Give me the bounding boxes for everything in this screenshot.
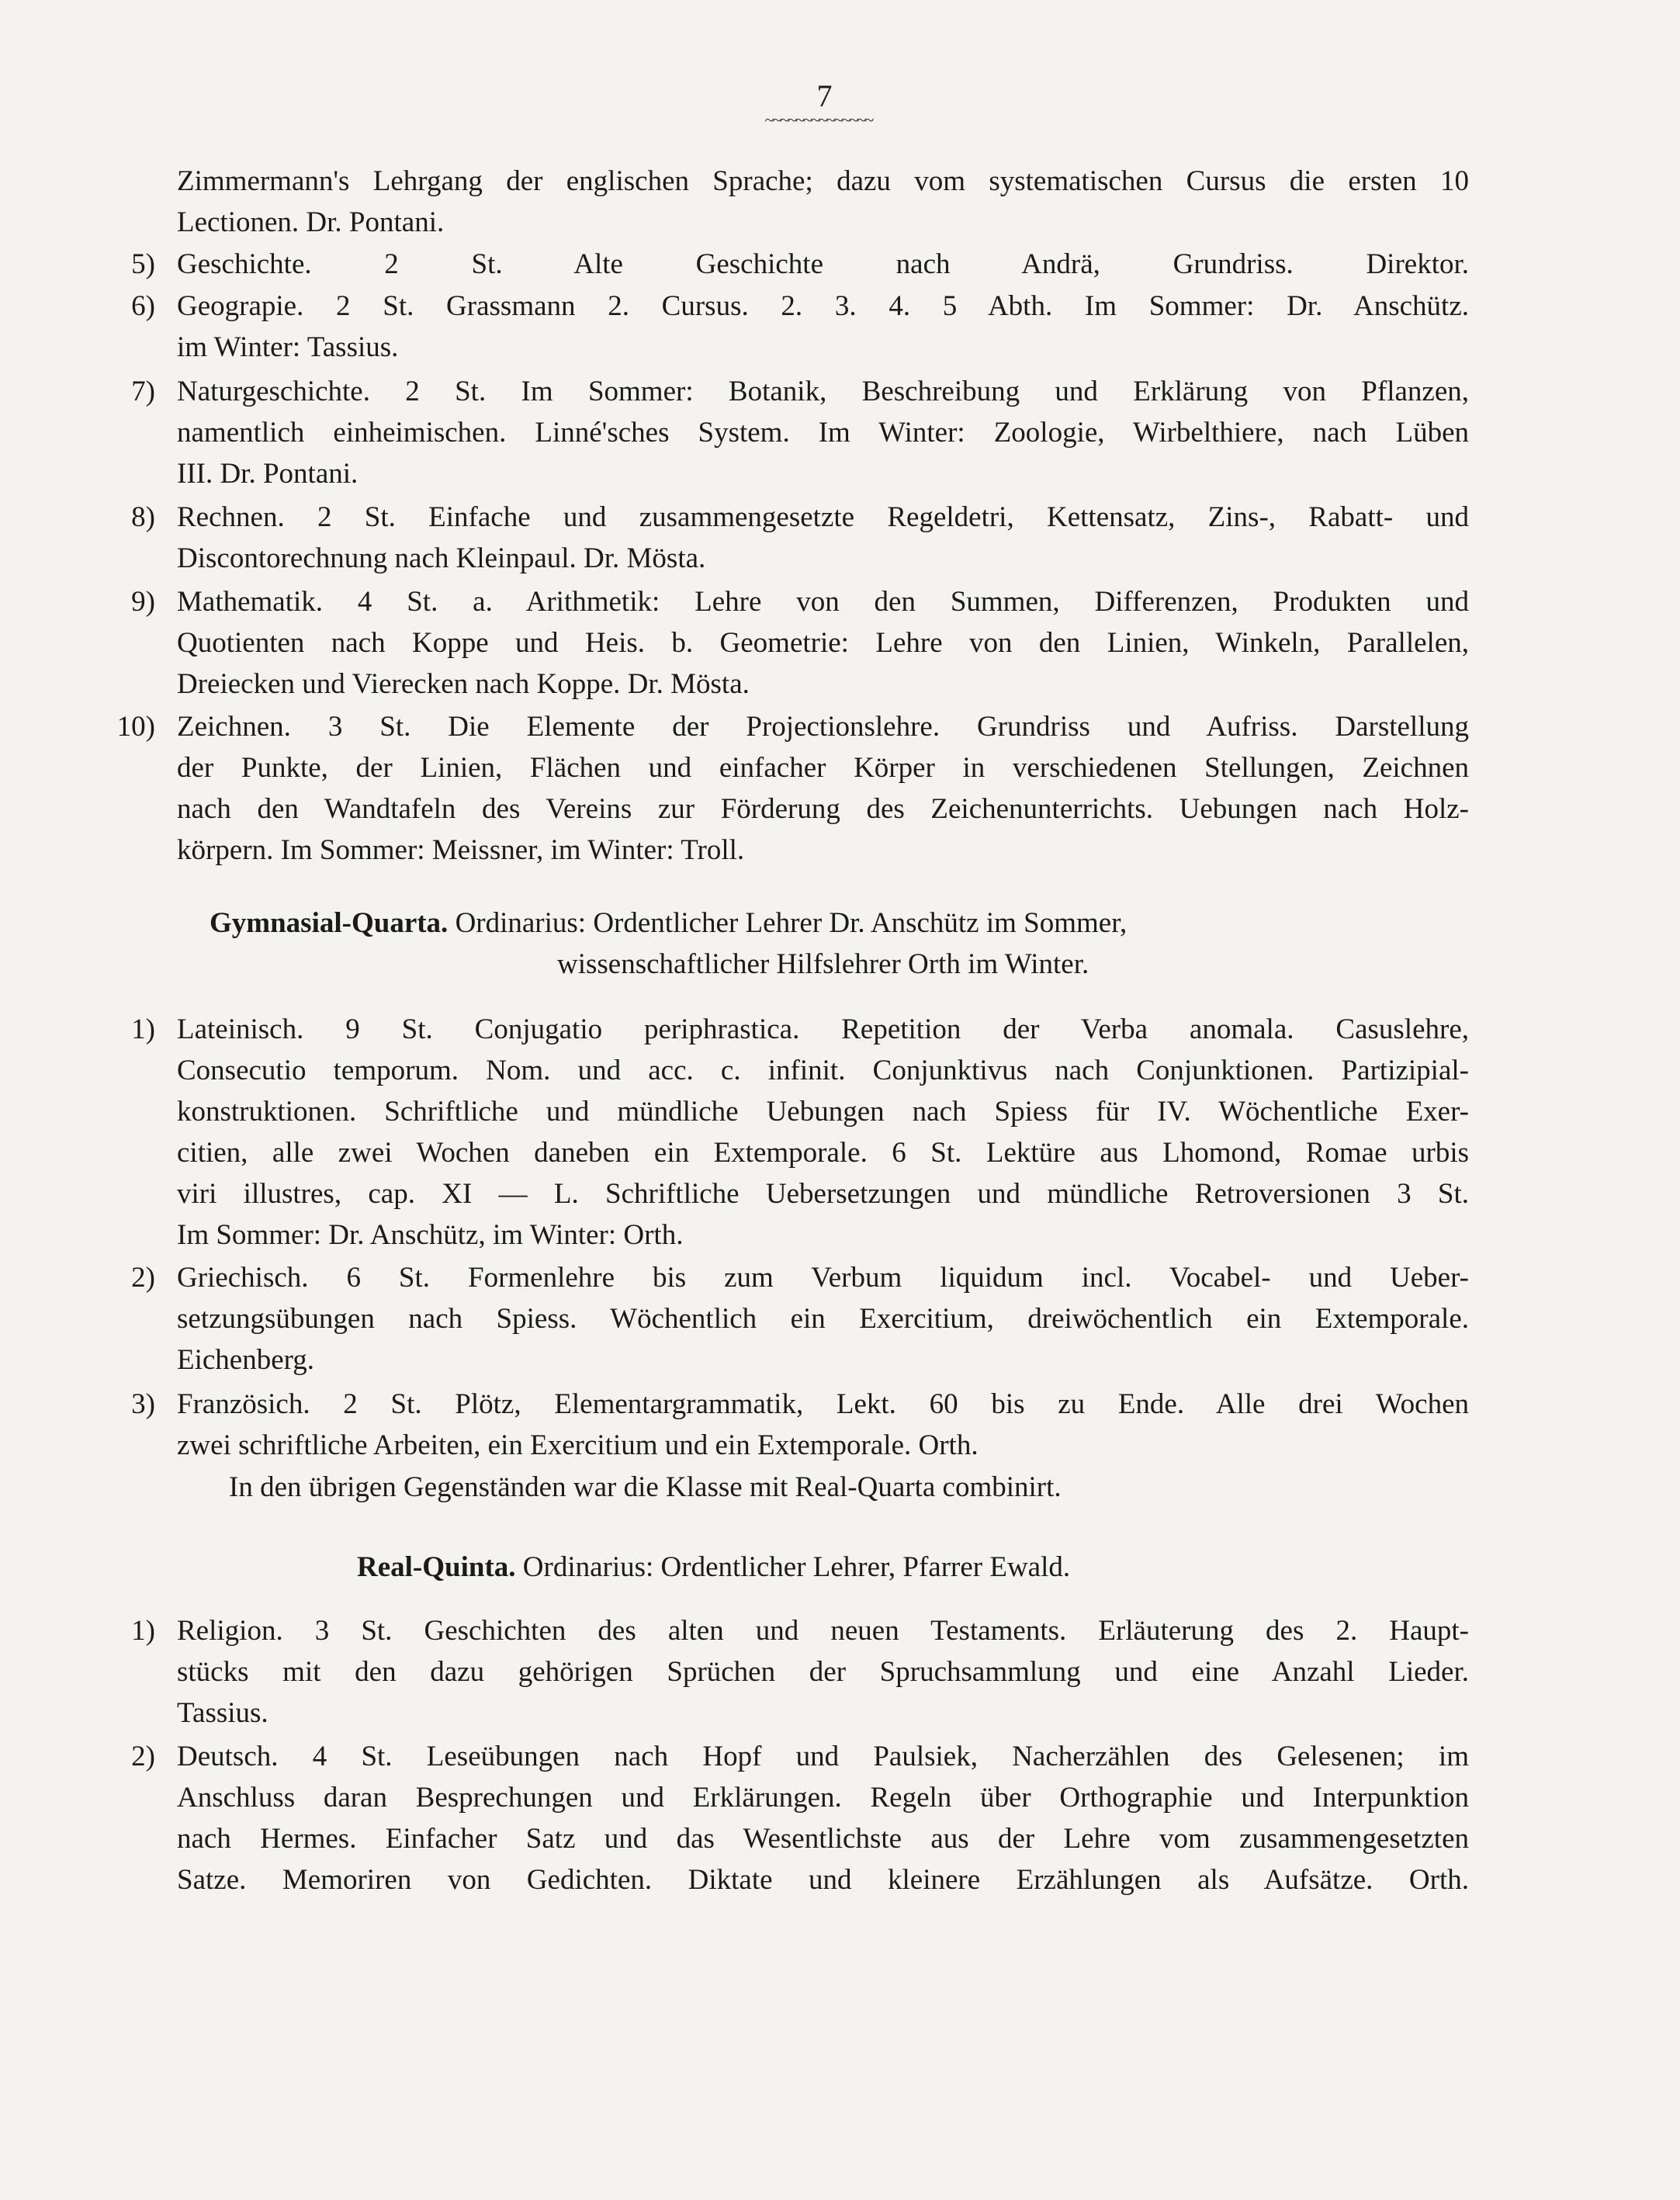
text-line: Tassius.: [177, 1697, 268, 1729]
item-number: 3): [131, 1388, 155, 1420]
text-line: Geschichte. 2 St. Alte Geschichte nach Andrä, Grundriss. Direktor.: [177, 248, 1469, 280]
text-line: Lateinisch. 9 St. Conjugatio periphrastica. Repetition der Verba anomala. Casuslehre,: [177, 1013, 1469, 1045]
text-line: Zimmermann's Lehrgang der englischen Sprache; dazu vom systematischen Cursus die ersten 10: [177, 165, 1469, 197]
text-line: Naturgeschichte. 2 St. Im Sommer: Botanik, Beschreibung und Erklärung von Pflanzen,: [177, 376, 1469, 407]
item-number: 7): [131, 376, 155, 407]
text-line: setzungsübungen nach Spiess. Wöchentlich ein Exercitium, dreiwöchentlich ein Extemporale.: [177, 1303, 1469, 1335]
text-line: Eichenberg.: [177, 1344, 315, 1376]
text-line: Mathematik. 4 St. a. Arithmetik: Lehre von den Summen, Differenzen, Produkten und: [177, 586, 1469, 618]
text-line: Dreiecken und Vierecken nach Koppe. Dr. Mösta.: [177, 668, 750, 700]
text-line: Französich. 2 St. Plötz, Elementargrammatik, Lekt. 60 bis zu Ende. Alle drei Wochen: [177, 1388, 1469, 1420]
text-line: III. Dr. Pontani.: [177, 458, 359, 490]
text-line: Rechnen. 2 St. Einfache und zusammengesetzte Regeldetri, Kettensatz, Zins-, Rabatt- und: [177, 501, 1469, 533]
section-ordinarius: Ordinarius: Ordentlicher Lehrer, Pfarrer Ewald.: [522, 1551, 1071, 1583]
text-line: stücks mit den dazu gehörigen Sprüchen der Spruchsammlung und eine Anzahl Lieder.: [177, 1656, 1469, 1688]
text-line: der Punkte, der Linien, Flächen und einfacher Körper in verschiedenen Stellungen, Zeichnen: [177, 752, 1469, 784]
text-line: konstruktionen. Schriftliche und mündliche Uebungen nach Spiess für IV. Wöchentliche Exer-: [177, 1096, 1469, 1128]
text-line: Geograpie. 2 St. Grassmann 2. Cursus. 2. 3. 4. 5 Abth. Im Sommer: Dr. Anschütz.: [177, 290, 1469, 322]
item-number: 2): [131, 1262, 155, 1294]
text-line: nach den Wandtafeln des Vereins zur Förderung des Zeichenunterrichts. Uebungen nach Holz-: [177, 793, 1469, 825]
page-number: 7: [816, 78, 833, 113]
section-ordinarius: Ordinarius: Ordentlicher Lehrer Dr. Anschütz im Sommer,: [455, 907, 1128, 939]
text-line: Lectionen. Dr. Pontani.: [177, 206, 445, 238]
text-line: Quotienten nach Koppe und Heis. b. Geometrie: Lehre von den Linien, Winkeln, Parallelen,: [177, 627, 1469, 659]
text-line: Discontorechnung nach Kleinpaul. Dr. Mösta.: [177, 542, 706, 574]
text-line: Im Sommer: Dr. Anschütz, im Winter: Orth.: [177, 1219, 684, 1251]
text-line: Zeichnen. 3 St. Die Elemente der Projectionslehre. Grundriss und Aufriss. Darstellung: [177, 711, 1469, 743]
note-combined: In den übrigen Gegenständen war die Klasse mit Real-Quarta combinirt.: [229, 1471, 1062, 1503]
item-number: 2): [131, 1741, 155, 1772]
section-title: Gymnasial-Quarta.: [210, 907, 449, 939]
ornament-rule: ~~~~~~~~~~~~~~: [764, 110, 873, 130]
item-number: 6): [131, 290, 155, 322]
item-number: 1): [131, 1615, 155, 1647]
item-number: 9): [131, 586, 155, 618]
section-heading-quinta: [357, 1547, 1467, 1588]
item-number: 1): [131, 1013, 155, 1045]
text-line: Deutsch. 4 St. Leseübungen nach Hopf und Paulsiek, Nacherzählen des Gelesenen; im: [177, 1741, 1469, 1772]
section-heading-quarta: [210, 903, 1467, 944]
item-number: 5): [131, 248, 155, 280]
item-number: 8): [131, 501, 155, 533]
text-line: Anschluss daran Besprechungen und Erklärungen. Regeln über Orthographie und Interpunktion: [177, 1782, 1469, 1814]
text-line: zwei schriftliche Arbeiten, ein Exercitium und ein Extemporale. Orth.: [177, 1429, 979, 1461]
section-title: Real-Quinta.: [357, 1551, 516, 1583]
section-ordinarius-cont: wissenschaftlicher Hilfslehrer Orth im Winter.: [557, 948, 1089, 980]
text-line: Religion. 3 St. Geschichten des alten und neuen Testaments. Erläuterung des 2. Haupt-: [177, 1615, 1469, 1647]
text-line: Consecutio temporum. Nom. und acc. c. infinit. Conjunktivus nach Conjunktionen. Partizipial-: [177, 1055, 1469, 1086]
text-line: Griechisch. 6 St. Formenlehre bis zum Verbum liquidum incl. Vocabel- und Ueber-: [177, 1262, 1469, 1294]
text-line: nach Hermes. Einfacher Satz und das Wesentlichste aus der Lehre vom zusammengesetzten: [177, 1823, 1469, 1855]
text-line: körpern. Im Sommer: Meissner, im Winter: Troll.: [177, 834, 745, 866]
text-line: Satze. Memoriren von Gedichten. Diktate und kleinere Erzählungen als Aufsätze. Orth.: [177, 1864, 1469, 1896]
text-line: viri illustres, cap. XI — L. Schriftliche Uebersetzungen und mündliche Retroversionen 3 St.: [177, 1178, 1469, 1210]
text-line: im Winter: Tassius.: [177, 331, 399, 363]
text-line: citien, alle zwei Wochen daneben ein Extemporale. 6 St. Lektüre aus Lhomond, Romae urbis: [177, 1137, 1469, 1169]
text-line: namentlich einheimischen. Linné'sches System. Im Winter: Zoologie, Wirbelthiere, nach Lüben: [177, 417, 1469, 449]
item-number: 10): [116, 711, 155, 743]
